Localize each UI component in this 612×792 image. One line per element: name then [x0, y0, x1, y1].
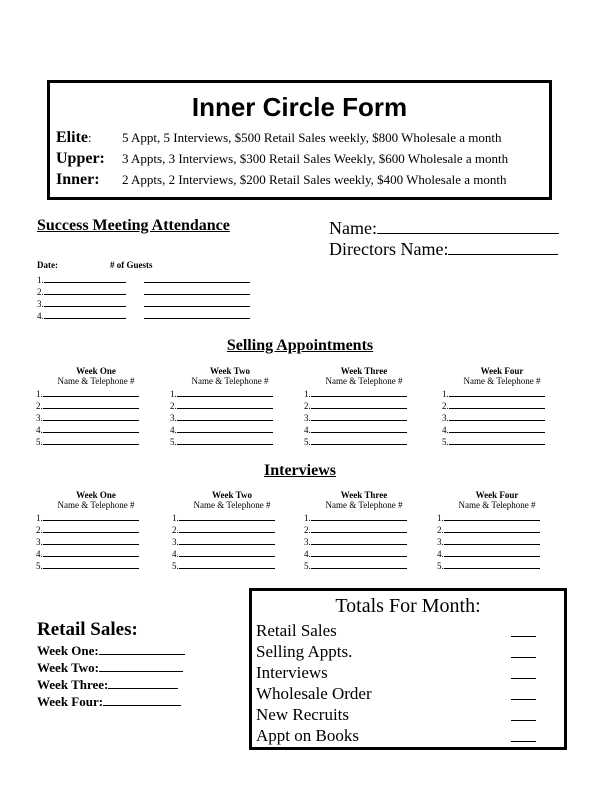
week-subheading: Name & Telephone # [463, 376, 541, 386]
entry-row: 3. [304, 411, 424, 423]
tier-requirements-box [47, 80, 552, 200]
director-name-field[interactable] [448, 238, 558, 255]
total-field[interactable] [511, 720, 536, 721]
total-interviews-row: Interviews [256, 663, 556, 684]
week-heading: Week One [76, 366, 116, 376]
attendance-row: 1. [37, 273, 250, 285]
entry-row: 3. [36, 535, 156, 547]
entry-row: 2. [172, 523, 292, 535]
entry-row: 2. [36, 399, 156, 411]
entry-row: 4. [36, 423, 156, 435]
total-wholesale-order-row: Wholesale Order [256, 684, 556, 705]
interviews-week-four [437, 490, 557, 571]
entry-field[interactable] [444, 535, 540, 545]
tier-row-inner [56, 171, 507, 189]
entry-row: 2. [36, 523, 156, 535]
entry-row: 5. [304, 559, 424, 571]
guests-field[interactable] [144, 297, 250, 307]
totals-title: Totals For Month: [335, 595, 481, 617]
entry-row: 4. [172, 547, 292, 559]
week-subheading: Name & Telephone # [57, 376, 135, 386]
entry-row: 5. [172, 559, 292, 571]
week-subheading: Name & Telephone # [57, 500, 135, 510]
entry-row: 5. [442, 435, 562, 447]
tier-row-elite [56, 129, 501, 147]
name-field[interactable] [377, 217, 559, 234]
entry-row: 2. [442, 399, 562, 411]
entry-row: 1. [170, 387, 290, 399]
retail-week-one-field[interactable] [99, 642, 185, 655]
week-heading: Week One [76, 490, 116, 500]
entry-row: 4. [304, 547, 424, 559]
tier-name: Inner: [56, 171, 100, 188]
entry-row: 4. [36, 547, 156, 559]
entry-row: 2. [304, 399, 424, 411]
entry-row: 1. [442, 387, 562, 399]
attendance-row: 2. [37, 285, 250, 297]
monthly-totals-box [249, 588, 567, 750]
date-column-header: Date: [37, 260, 58, 270]
guests-field[interactable] [144, 285, 250, 295]
entry-field[interactable] [311, 423, 407, 433]
entry-field[interactable] [43, 559, 139, 569]
guests-field[interactable] [144, 309, 250, 319]
retail-week-three-row: Week Three: [37, 676, 178, 693]
tier-name: Upper: [56, 150, 105, 167]
entry-field[interactable] [43, 547, 139, 557]
total-appt-on-books-row: Appt on Books [256, 726, 556, 747]
week-heading: Week Two [210, 366, 250, 376]
week-subheading: Name & Telephone # [325, 500, 403, 510]
entry-field[interactable] [43, 523, 139, 533]
entry-field[interactable] [311, 535, 407, 545]
entry-field[interactable] [43, 411, 139, 421]
week-subheading: Name & Telephone # [191, 376, 269, 386]
entry-field[interactable] [43, 435, 139, 445]
interviews-week-three [304, 490, 424, 571]
entry-row: 4. [304, 423, 424, 435]
entry-field[interactable] [179, 511, 275, 521]
tier-name: Elite [56, 129, 88, 146]
retail-sales-title: Retail Sales: [37, 619, 138, 640]
date-field[interactable] [44, 273, 126, 283]
entry-row: 3. [442, 411, 562, 423]
entry-field[interactable] [43, 535, 139, 545]
director-label: Directors Name: [329, 239, 449, 259]
date-field[interactable] [44, 309, 126, 319]
retail-week-four-row: Week Four: [37, 693, 181, 710]
entry-field[interactable] [449, 423, 545, 433]
entry-field[interactable] [311, 547, 407, 557]
entry-field[interactable] [43, 387, 139, 397]
selling-appointments-grid [0, 366, 612, 450]
total-field[interactable] [511, 678, 536, 679]
entry-field[interactable] [311, 399, 407, 409]
tier-row-upper [56, 150, 508, 168]
entry-field[interactable] [179, 523, 275, 533]
entry-field[interactable] [43, 399, 139, 409]
attendance-row: 3. [37, 297, 250, 309]
entry-field[interactable] [444, 547, 540, 557]
attendance-row: 4. [37, 309, 250, 321]
interviews-title: Interviews [264, 462, 336, 479]
week-subheading: Name & Telephone # [325, 376, 403, 386]
entry-field[interactable] [177, 411, 273, 421]
entry-row: 1. [172, 511, 292, 523]
entry-field[interactable] [43, 511, 139, 521]
interviews-week-one [36, 490, 156, 571]
entry-field[interactable] [179, 559, 275, 569]
entry-field[interactable] [179, 547, 275, 557]
entry-field[interactable] [449, 411, 545, 421]
entry-row: 2. [437, 523, 557, 535]
guests-column-header: # of Guests [110, 260, 153, 270]
week-heading: Week Two [212, 490, 252, 500]
entry-row: 5. [36, 435, 156, 447]
selling-week-one [36, 366, 156, 447]
entry-row: 4. [437, 547, 557, 559]
success-meeting-title: Success Meeting Attendance [37, 217, 230, 234]
week-heading: Week Three [340, 366, 388, 376]
name-row [329, 217, 559, 239]
entry-field[interactable] [177, 399, 273, 409]
entry-row: 2. [170, 399, 290, 411]
entry-field[interactable] [444, 523, 540, 533]
entry-row: 1. [36, 387, 156, 399]
interviews-grid [0, 490, 612, 574]
interviews-week-two [172, 490, 292, 571]
week-heading: Week Three [340, 490, 388, 500]
guests-field[interactable] [144, 273, 250, 283]
form-title: Inner Circle Form [191, 92, 408, 122]
entry-field[interactable] [444, 511, 540, 521]
retail-week-three-field[interactable] [108, 676, 178, 689]
entry-field[interactable] [179, 535, 275, 545]
entry-row: 1. [304, 511, 424, 523]
entry-row: 3. [437, 535, 557, 547]
entry-field[interactable] [311, 411, 407, 421]
director-row [329, 238, 558, 260]
entry-row: 4. [170, 423, 290, 435]
retail-week-two-row: Week Two: [37, 659, 183, 676]
entry-field[interactable] [444, 559, 540, 569]
retail-week-four-field[interactable] [103, 693, 181, 706]
week-subheading: Name & Telephone # [193, 500, 271, 510]
name-label: Name: [329, 218, 377, 238]
entry-field[interactable] [449, 435, 545, 445]
entry-row: 5. [170, 435, 290, 447]
entry-row: 1. [304, 387, 424, 399]
entry-field[interactable] [43, 423, 139, 433]
tier-name-suffix: : [88, 130, 92, 145]
total-field[interactable] [511, 699, 536, 700]
week-heading: Week Four [480, 366, 524, 376]
entry-row: 5. [36, 559, 156, 571]
selling-appointments-title: Selling Appointments [226, 337, 374, 354]
tier-description: 2 Appts, 2 Interviews, $200 Retail Sales weekly, $400 Wholesale a month [122, 172, 507, 187]
selling-week-three [304, 366, 424, 447]
tier-description: 5 Appt, 5 Interviews, $500 Retail Sales weekly, $800 Wholesale a month [122, 130, 502, 145]
entry-field[interactable] [177, 423, 273, 433]
entry-row: 5. [304, 435, 424, 447]
entry-field[interactable] [311, 435, 407, 445]
entry-field[interactable] [449, 399, 545, 409]
date-field[interactable] [44, 285, 126, 295]
entry-field[interactable] [177, 387, 273, 397]
week-heading: Week Four [475, 490, 519, 500]
entry-field[interactable] [311, 523, 407, 533]
entry-row: 4. [442, 423, 562, 435]
total-new-recruits-row: New Recruits [256, 705, 556, 726]
total-selling-appts-row: Selling Appts. [256, 642, 556, 663]
attendance-list [37, 273, 250, 321]
date-field[interactable] [44, 297, 126, 307]
retail-week-one-row: Week One: [37, 642, 185, 659]
entry-field[interactable] [311, 387, 407, 397]
retail-week-two-field[interactable] [99, 659, 183, 672]
entry-field[interactable] [311, 559, 407, 569]
entry-row: 2. [304, 523, 424, 535]
entry-field[interactable] [311, 511, 407, 521]
entry-row: 1. [36, 511, 156, 523]
week-subheading: Name & Telephone # [458, 500, 536, 510]
entry-row: 3. [170, 411, 290, 423]
entry-field[interactable] [177, 435, 273, 445]
entry-row: 3. [304, 535, 424, 547]
total-field[interactable] [511, 657, 536, 658]
selling-week-two [170, 366, 290, 447]
entry-row: 1. [437, 511, 557, 523]
entry-row: 3. [172, 535, 292, 547]
entry-field[interactable] [449, 387, 545, 397]
selling-week-four [442, 366, 562, 447]
total-retail-sales-row: Retail Sales [256, 621, 556, 642]
tier-description: 3 Appts, 3 Interviews, $300 Retail Sales Weekly, $600 Wholesale a month [122, 151, 509, 166]
total-field[interactable] [511, 741, 536, 742]
total-field[interactable] [511, 636, 536, 637]
entry-row: 3. [36, 411, 156, 423]
entry-row: 5. [437, 559, 557, 571]
